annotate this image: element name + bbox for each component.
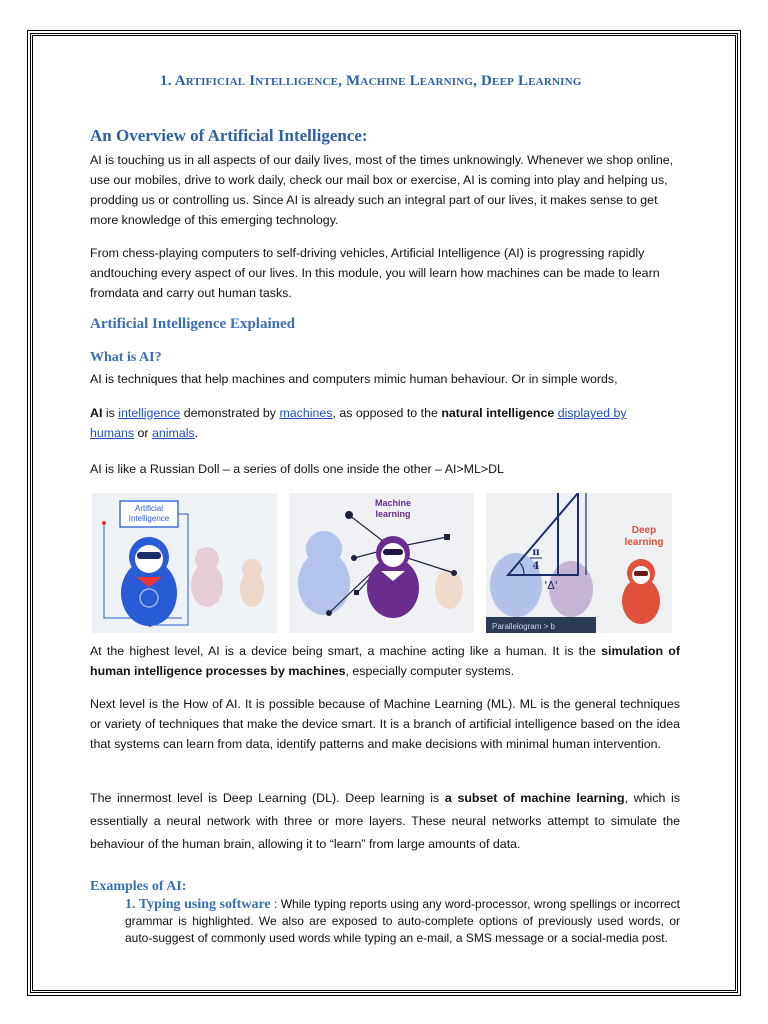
img1-label-2: Intelligence: [128, 514, 170, 523]
levels-p1-b: simulation of human intelligence processes by machines: [90, 644, 680, 678]
levels-p3-b: a subset of machine learning: [444, 791, 625, 805]
explained-heading: Artificial Intelligence Explained: [90, 316, 295, 332]
machines-link[interactable]: machines: [279, 406, 333, 420]
img3-fraction-bottom: 4: [532, 561, 540, 572]
example-item-typing: [125, 896, 680, 947]
img3-caption: Parallelogram > b: [492, 622, 555, 631]
img2-label-2: learning: [375, 509, 411, 519]
intelligence-link[interactable]: intelligence: [118, 406, 181, 420]
ai-definition: [90, 403, 680, 443]
overview-p2-line-1: From chess-playing computers to self-driving vehicles, Artificial Intelligence (AI) is progressing rapidly: [90, 246, 645, 260]
levels-p3-a: The innermost level is Deep Learning (DL). Deep learning is: [90, 791, 445, 805]
example-item-text: While typing reports using any word-processor, wrong spellings or incorrect grammar is highlighted. We also are exposed to auto-complete options of previously used words, or auto-suggest of commonly used words while typing an e-mail, a SMS message or a social-media post.: [125, 897, 680, 945]
ml-doll-image: [289, 493, 474, 633]
chapter-title: 1. Artificial Intelligence, Machine Learning, Deep Learning: [160, 73, 582, 89]
def-opposed: , as opposed to the: [332, 406, 442, 420]
levels-p1-a: At the highest level, AI is a device being smart, a machine acting like a human. It is the: [90, 644, 602, 658]
overview-p1-line-2: use our mobiles, drive to work daily, check our mail box or exercise, AI is coming into play and helping us,: [90, 173, 668, 187]
ai-doll-image: [92, 493, 277, 633]
def-natural: natural intelligence: [441, 406, 555, 420]
what-is-ai-heading: What is AI?: [90, 350, 162, 365]
levels-paragraph-2: Next level is the How of AI. It is possible because of Machine Learning (ML). ML is the general techniques or variety of techniques that make the device smart. It is a branch of artificial intelligence based on the idea that systems can learn from data, identify patterns and make decisions with minimal human intervention.: [90, 697, 680, 751]
levels-p3-c: , which is essentially a neural network with three or more layers. These neural networks attempt to simulate the behaviour of the human brain, allowing it to “learn” from large amounts of data.: [90, 791, 680, 851]
levels-paragraph-1: [90, 641, 680, 681]
img3-fraction-top: π: [532, 547, 540, 558]
def-or: or: [134, 426, 152, 440]
img3-delta: 'Δ': [544, 579, 558, 592]
overview-p1-line-1: AI is touching us in all aspects of our daily lives, most of the times unknowingly. Whenever we shop online,: [90, 153, 674, 167]
overview-p1-line-4: more knowledge of this emerging technology.: [90, 213, 339, 227]
examples-heading: Examples of AI:: [90, 879, 187, 894]
animals-link[interactable]: animals: [152, 426, 195, 440]
overview-p1-line-3: prodding us or controlling us. Since AI is already such an integral part of our lives, it makes sense to get: [90, 193, 658, 207]
russian-doll-line: AI is like a Russian Doll – a series of dolls one inside the other – AI>ML>DL: [90, 462, 504, 476]
overview-p2-line-2: andtouching every aspect of our lives. In this module, you will learn how machines can be made to learn: [90, 266, 660, 280]
img1-label-1: Artificial: [134, 504, 164, 513]
levels-p1-c: , especially computer systems.: [345, 664, 515, 678]
levels-paragraph-3: [90, 787, 680, 856]
overview-heading: An Overview of Artificial Intelligence:: [90, 126, 368, 145]
example-item-title: 1. Typing using software: [125, 897, 271, 912]
overview-p2-line-3: fromdata and carry out human tasks.: [90, 286, 292, 300]
img2-label-1: Machine: [374, 498, 412, 508]
displayed-by-link[interactable]: displayed by: [557, 406, 627, 420]
humans-link[interactable]: humans: [90, 426, 135, 440]
ai-doll-drawing: [92, 493, 277, 633]
dl-doll-drawing: [486, 493, 672, 633]
def-demonstrated: demonstrated by: [180, 406, 280, 420]
what-is-ai-line: AI is techniques that help machines and computers mimic human behaviour. Or in simple words,: [90, 372, 618, 386]
ml-doll-drawing: [289, 493, 474, 633]
overview-paragraph-2: [90, 243, 680, 303]
overview-paragraph-1: [90, 150, 680, 230]
img3-label-1: Deep: [631, 525, 657, 536]
img3-label-2: learning: [624, 537, 664, 548]
def-is: is: [102, 406, 119, 420]
dl-doll-image: [486, 493, 672, 633]
def-ai: AI: [90, 406, 103, 420]
def-period: .: [194, 426, 199, 440]
example-item-sep: :: [270, 897, 281, 911]
doll-illustrations: [92, 493, 672, 633]
